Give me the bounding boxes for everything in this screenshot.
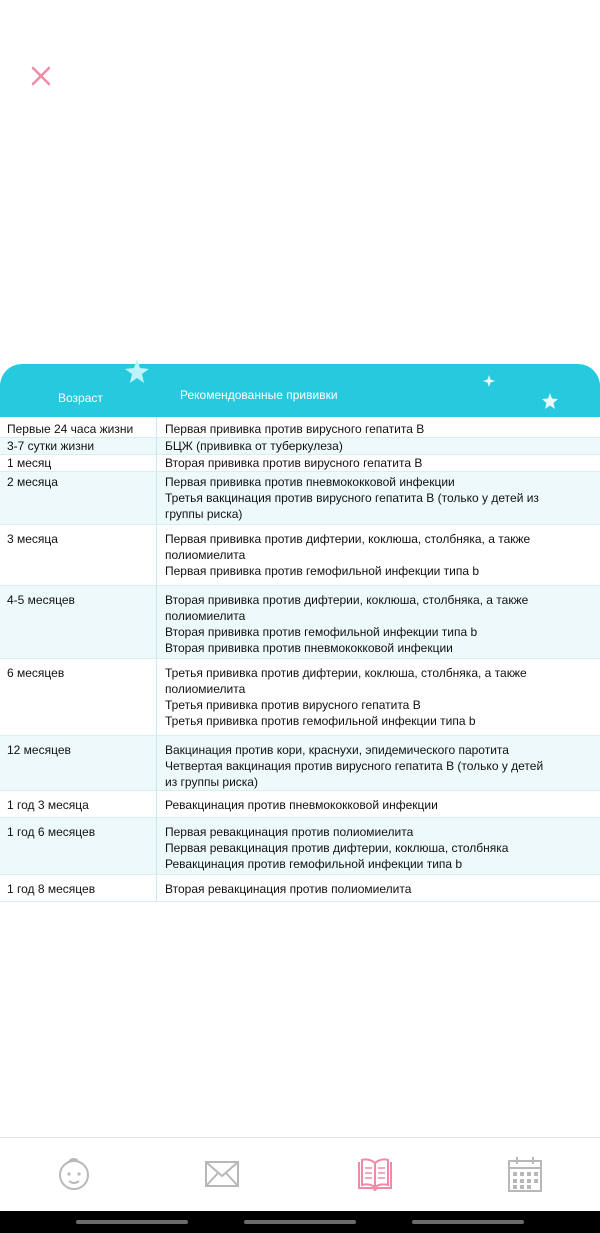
- vaccine-line: полиомиелита: [165, 548, 246, 562]
- age-cell: 3 месяца: [0, 525, 157, 586]
- vaccines-cell: [157, 455, 600, 472]
- vaccine-line: Третья прививка против дифтерии, коклюша, столбняка, а также: [165, 666, 527, 680]
- table-row: [0, 818, 600, 875]
- system-gesture-handle[interactable]: [244, 1220, 356, 1224]
- age-cell: 2 месяца: [0, 472, 157, 525]
- book-icon[interactable]: [356, 1156, 394, 1192]
- vaccine-line: Третья прививка против вирусного гепатита В: [165, 698, 421, 712]
- vaccines-cell: [157, 472, 600, 525]
- close-button[interactable]: [27, 62, 55, 90]
- vaccine-line: Вакцинация против кори, краснухи, эпидемического паротита: [165, 743, 509, 757]
- vaccine-line: Вторая прививка против вирусного гепатита В: [165, 456, 423, 470]
- age-cell: 12 месяцев: [0, 736, 157, 791]
- vaccines-cell: [157, 417, 600, 438]
- vaccine-line: Ревакцинация против пневмококковой инфекции: [165, 798, 438, 812]
- vaccination-schedule-table: [0, 364, 600, 902]
- table-row: [0, 417, 600, 438]
- star-decoration-icon: [542, 393, 558, 409]
- vaccine-line: Ревакцинация против гемофильной инфекции типа b: [165, 857, 463, 871]
- close-icon[interactable]: [30, 65, 52, 87]
- baby-face-icon[interactable]: [55, 1155, 93, 1193]
- vaccine-line: Третья прививка против гемофильной инфекции типа b: [165, 714, 476, 728]
- table-row: [0, 736, 600, 791]
- age-cell: 6 месяцев: [0, 659, 157, 736]
- age-cell: 1 месяц: [0, 455, 157, 472]
- table-row: [0, 438, 600, 455]
- vaccine-line: Первая прививка против гемофильной инфекции типа b: [165, 564, 480, 578]
- vaccines-cell: [157, 586, 600, 659]
- system-gesture-handle[interactable]: [76, 1220, 188, 1224]
- bottom-navigation: [0, 1137, 600, 1212]
- nav-book[interactable]: [355, 1154, 395, 1194]
- nav-calendar[interactable]: [505, 1154, 545, 1194]
- system-gesture-handle[interactable]: [412, 1220, 524, 1224]
- age-cell: 3-7 сутки жизни: [0, 438, 157, 455]
- table-row: [0, 472, 600, 525]
- vaccine-line: Четвертая вакцинация против вирусного гепатита В (только у детей: [165, 759, 544, 773]
- vaccines-cell: [157, 438, 600, 455]
- header-vaccines-label: Рекомендованные прививки: [180, 388, 338, 402]
- vaccine-line: Первая прививка против дифтерии, коклюша, столбняка, а также: [165, 532, 531, 546]
- vaccines-cell: [157, 791, 600, 818]
- table-row: [0, 525, 600, 586]
- vaccine-line: полиомиелита: [165, 609, 246, 623]
- age-cell: 1 год 8 месяцев: [0, 875, 157, 902]
- table-header: [0, 364, 600, 417]
- vaccine-line: БЦЖ (прививка от туберкулеза): [165, 439, 343, 453]
- vaccines-cell: [157, 659, 600, 736]
- vaccines-cell: [157, 875, 600, 902]
- table-row: [0, 791, 600, 818]
- vaccine-line: Третья вакцинация против вирусного гепатита В (только у детей из: [165, 491, 539, 505]
- vaccine-line: Первая прививка против вирусного гепатита В: [165, 422, 425, 436]
- vaccine-line: Вторая прививка против дифтерии, коклюша, столбняка, а также: [165, 593, 529, 607]
- age-cell: 1 год 6 месяцев: [0, 818, 157, 875]
- system-navigation-bar: [0, 1211, 600, 1233]
- table-row: [0, 875, 600, 902]
- star-decoration-icon: [123, 358, 151, 384]
- age-cell: 1 год 3 месяца: [0, 791, 157, 818]
- vaccine-line: Первая ревакцинация против дифтерии, коклюша, столбняка: [165, 841, 509, 855]
- nav-baby[interactable]: [54, 1154, 94, 1194]
- vaccine-line: Первая прививка против пневмококковой инфекции: [165, 475, 455, 489]
- vaccines-cell: [157, 736, 600, 791]
- star-decoration-icon: [483, 375, 495, 387]
- schedule-table-body: [0, 417, 600, 902]
- vaccine-line: из группы риска): [165, 775, 258, 789]
- header-age-label: Возраст: [58, 391, 103, 405]
- vaccine-line: Первая ревакцинация против полиомиелита: [165, 825, 414, 839]
- vaccine-line: Вторая прививка против пневмококковой инфекции: [165, 641, 453, 655]
- vaccine-line: группы риска): [165, 507, 243, 521]
- age-cell: Первые 24 часа жизни: [0, 417, 157, 438]
- table-row: [0, 659, 600, 736]
- table-row: [0, 455, 600, 472]
- mail-icon[interactable]: [204, 1159, 240, 1189]
- table-row: [0, 586, 600, 659]
- vaccine-line: полиомиелита: [165, 682, 246, 696]
- calendar-icon[interactable]: [507, 1155, 543, 1193]
- vaccine-line: Вторая прививка против гемофильной инфекции типа b: [165, 625, 478, 639]
- nav-mail[interactable]: [202, 1154, 242, 1194]
- vaccines-cell: [157, 818, 600, 875]
- vaccine-line: Вторая ревакцинация против полиомиелита: [165, 882, 412, 896]
- age-cell: 4-5 месяцев: [0, 586, 157, 659]
- vaccines-cell: [157, 525, 600, 586]
